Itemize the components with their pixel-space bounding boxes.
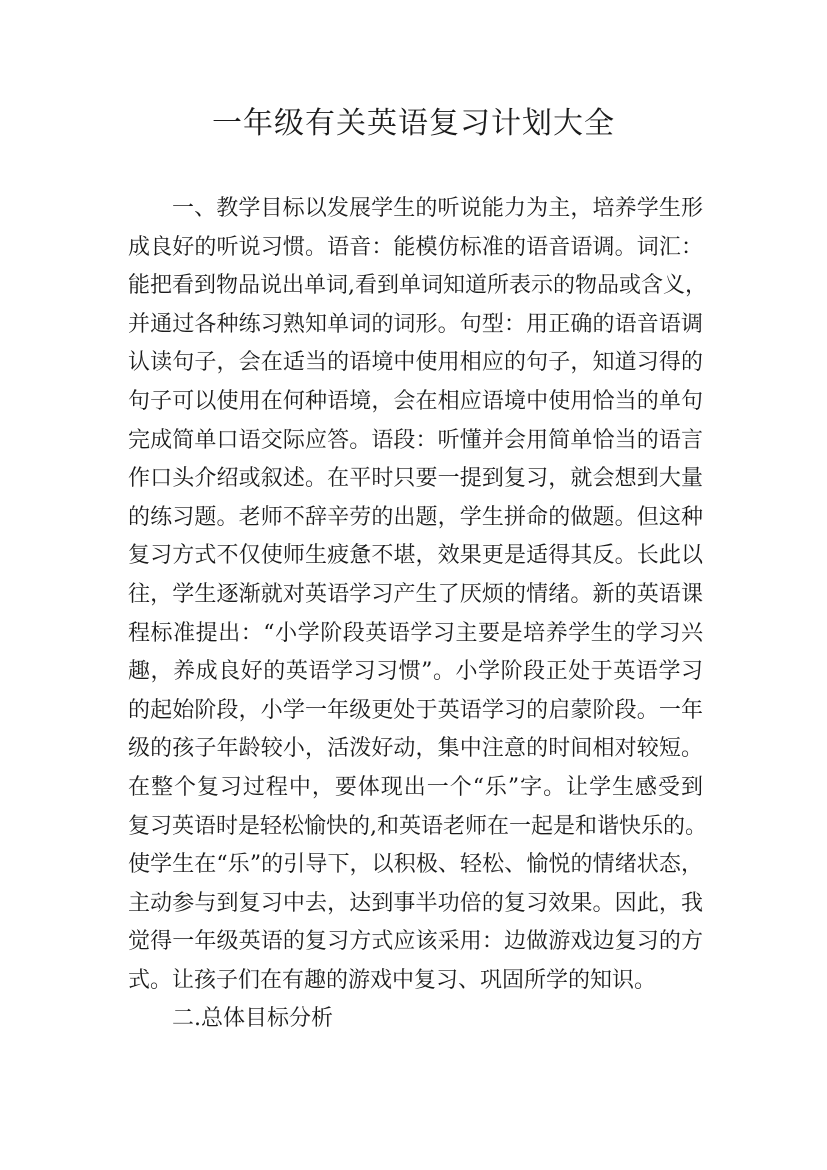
paragraph-line: 复习方式不仅使师生疲惫不堪，效果更是适得其反。长此以: [128, 543, 703, 569]
paragraph-line: 程标准提出：“小学阶段英语学习主要是培养学生的学习兴: [128, 620, 703, 646]
paragraph-line: 级的孩子年龄较小，活泼好动，集中注意的时间相对较短。: [128, 736, 703, 762]
paragraph-line: 一、教学目标以发展学生的听说能力为主，培养学生形: [172, 196, 703, 221]
paragraph-line: 作口头介绍或叙述。在平时只要一提到复习，就会想到大量: [128, 466, 703, 492]
paragraph-line: 认读句子，会在适当的语境中使用相应的句子，知道习得的: [128, 350, 703, 376]
paragraph-line: 完成简单口语交际应答。语段：听懂并会用简单恰当的语言: [128, 427, 703, 453]
paragraph-line: 趣，养成良好的英语学习习惯”。小学阶段正处于英语学习: [128, 659, 703, 685]
paragraph-line: 主动参与到复习中去，达到事半功倍的复习效果。因此，我: [128, 890, 703, 916]
paragraph-line: 复习英语时是轻松愉快的,和英语老师在一起是和谐快乐的。: [128, 813, 707, 839]
section-heading: 二.总体目标分析: [172, 1006, 333, 1032]
paragraph-line: 觉得一年级英语的复习方式应该采用：边做游戏边复习的方: [128, 929, 703, 955]
paragraph-line: 在整个复习过程中，要体现出一个“乐”字。让学生感受到: [128, 774, 703, 800]
paragraph-line: 能把看到物品说出单词,看到单词知道所表示的物品或含义，: [128, 273, 707, 299]
paragraph-line: 式。让孩子们在有趣的游戏中复习、巩固所学的知识。: [128, 967, 657, 993]
document-body: [128, 190, 707, 1039]
document-title: 一年级有关英语复习计划大全: [212, 106, 615, 141]
paragraph-line: 句子可以使用在何种语境，会在相应语境中使用恰当的单句: [128, 388, 703, 414]
paragraph-line: 往，学生逐渐就对英语学习产生了厌烦的情绪。新的英语课: [128, 581, 703, 607]
paragraph-line: 成良好的听说习惯。语音：能模仿标准的语音语调。词汇：: [128, 234, 703, 260]
paragraph-line: 并通过各种练习熟知单词的词形。句型：用正确的语音语调: [128, 311, 703, 337]
paragraph-line: 的起始阶段，小学一年级更处于英语学习的启蒙阶段。一年: [128, 697, 703, 723]
paragraph-line: 使学生在“乐”的引导下，以积极、轻松、愉悦的情绪状态，: [128, 852, 703, 878]
paragraph-line: 的练习题。老师不辞辛劳的出题，学生拼命的做题。但这种: [128, 504, 703, 530]
